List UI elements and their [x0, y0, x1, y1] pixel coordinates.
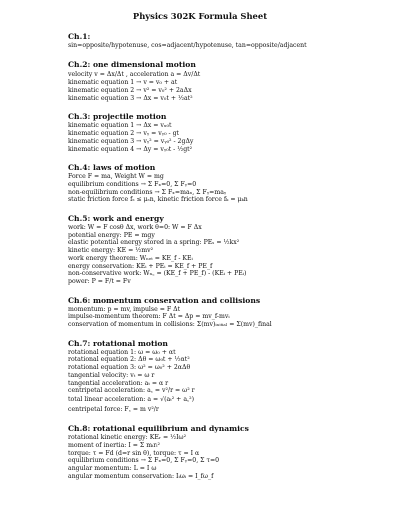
formula-line: equilibrium conditions → Σ Fₓ=0, Σ Fᵧ=0, Σ τ=0	[68, 457, 220, 465]
section-heading: Ch.8: rotational equilibrium and dynamics	[68, 424, 249, 434]
formula-line: kinematic equation 2 → vᵧ = vᵧ₀ - gt	[68, 130, 180, 138]
section-heading: Ch.5: work and energy	[68, 214, 164, 224]
formula-line: potential energy: PE = mgy	[68, 231, 155, 239]
formula-line: kinematic equation 1 → v = v₀ + at	[68, 79, 178, 87]
section-heading: Ch.7: rotational motion	[68, 338, 168, 348]
section-heading: Ch.3: projectile motion	[68, 112, 167, 122]
formula-line: momentum: p = mv, impulse = F Δt	[68, 305, 181, 313]
formula-line: kinematic equation 2 → v² = v₀² + 2aΔx	[68, 87, 192, 94]
formula-line: tangential acceleration: aₜ = α r	[68, 379, 169, 387]
section-heading: Ch.6: momentum conservation and collisions	[68, 295, 261, 305]
formula-line: rotational equation 1: ω = ω₀ + αt	[68, 348, 176, 356]
section-ch8	[68, 424, 372, 480]
section-heading: Ch.4: laws of motion	[68, 163, 156, 173]
formula-line: power: P = F/t = Fv	[68, 277, 131, 285]
formula-line: sin=opposite/hypotenuse, cos=adjacent/hypotenuse, tan=opposite/adjacent	[68, 42, 307, 49]
section-ch5	[68, 214, 372, 286]
formula-line: angular momentum conservation: Iᵢωᵢ = I_fω_f	[68, 472, 214, 480]
section-heading: Ch.1:	[68, 32, 91, 41]
formula-line: work energy theorem: Wₙₑₜ = KE_f - KEᵢ	[68, 254, 193, 262]
section-ch1	[68, 32, 372, 50]
formula-line: work: W = F cosθ Δx, work θ=0: W = F Δx	[68, 224, 202, 232]
formula-line: non-equilibrium conditions → Σ Fₓ=maₓ, Σ Fᵧ=maᵧ	[68, 188, 227, 196]
formula-line: energy conservation: KEᵢ + PEᵢ = KE_f + PE_f	[68, 262, 213, 270]
formula-line: angular momentum: L = I ω	[68, 464, 157, 472]
formula-line: impulse-momentum theorem: F Δt = Δp = mv_f-mvᵢ	[68, 313, 230, 321]
formula-line: kinetic energy: KE = ½mv²	[68, 247, 154, 255]
formula-line: tangential velocity: vₜ = ω r	[68, 371, 155, 379]
section-ch7	[68, 339, 372, 414]
formula-line: centripetal force: F꜀ = m v²/r	[68, 405, 159, 413]
formula-line: velocity v = Δx/Δt , acceleration a = Δv/Δt	[68, 70, 201, 78]
formula-line: kinematic equation 1 → Δx = vₓ₀t	[68, 122, 172, 130]
page-title: Physics 302K Formula Sheet	[132, 11, 268, 21]
formula-line: kinematic equation 4 → Δy = vᵧ₀t - ½gt²	[68, 145, 193, 153]
section-ch4	[68, 163, 372, 204]
section-ch3	[68, 112, 372, 153]
formula-line: centripetal acceleration: a꜀ = v²/r = ω² r	[68, 387, 195, 395]
formula-line: elastic potential energy stored in a spring: PEₛ = ½kx²	[68, 239, 240, 247]
formula-line: static friction force fₛ ≤ μₛn, kinetic friction force fₖ = μₖn	[68, 196, 248, 204]
formula-line: conservation of momentum in collisions: Σ(mv)ᵢₙᵢₜᵢₐₗ = Σ(mv)_final	[68, 321, 272, 329]
formula-line: rotational kinetic energy: KEᵣ = ½Iω²	[68, 434, 187, 442]
formula-line: total linear acceleration: a = √(aₜ² + a꜀²)	[68, 395, 195, 403]
formula-line: kinematic equation 3 → vᵧ² = vᵧ₀² - 2gΔy	[68, 137, 194, 145]
formula-line: rotational equation 3: ω² = ω₀² + 2αΔθ	[68, 364, 191, 372]
section-heading: Ch.2: one dimensional motion	[68, 59, 196, 69]
formula-line: rotational equation 2: Δθ = ω₀t + ½αt²	[68, 356, 190, 364]
formula-line: non-conservative work: Wₙ꜀ = (KE_f + PE_f) - (KEᵢ + PEᵢ)	[68, 270, 247, 278]
formula-line: torque: τ = Fd (d=r sin θ), torque: τ = I α	[68, 449, 200, 457]
formula-line: Force F = ma, Weight W = mg	[68, 173, 164, 181]
formula-line: moment of inertia: I = Σ mᵢrᵢ²	[68, 441, 161, 449]
formula-line: equilibrium conditions → Σ Fₓ=0, Σ Fᵧ=0	[68, 180, 197, 188]
section-ch6	[68, 296, 372, 329]
formula-line: kinematic equation 3 → Δx = v₀t + ½at²	[68, 94, 193, 102]
section-ch2	[68, 60, 372, 103]
